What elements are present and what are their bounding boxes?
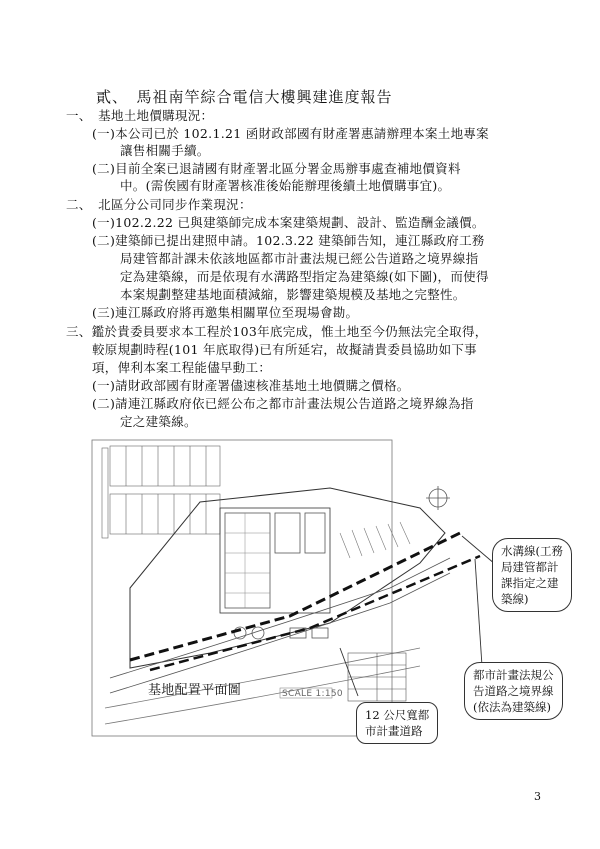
section-1-item-1-cont: 讓售相關手續。 — [120, 143, 210, 158]
section-2-item-2-cont-1: 局建管都計課未依該地區都市計畫法規已經公告道路之境界線指 — [120, 251, 479, 266]
drawing-caption: 基地配置平面圖 — [148, 683, 242, 698]
section-3-cont-1: 較原規劃時程(101 年底取得)已有所延宕，故擬請貴委員協助如下事 — [92, 342, 477, 357]
callout-planned-road-2: 市計畫道路 — [365, 724, 423, 738]
section-2-item-2-cont-2: 定為建築線，而是依現有水溝路型指定為建築線(如下圖)，而使得 — [120, 269, 489, 284]
section-2-item-2-cont-3: 本案規劃整建基地面積減縮，影響建築規模及基地之完整性。 — [120, 287, 466, 302]
callout-road-boundary-3: (依法為建築線) — [473, 700, 551, 714]
section-2-item-3: (三)連江縣政府將再邀集相關單位至現場會勘。 — [92, 305, 359, 320]
section-3-item-1: (一)請財政部國有財產署儘速核准基地土地價購之價格。 — [92, 378, 410, 393]
callout-ditch-line-2: 局建管都計 — [501, 560, 559, 574]
section-1-item-2: (二)目前全案已退請國有財產署北區分署金馬辦事處查補地價資料 — [92, 161, 461, 176]
section-1-item-1: (一)本公司已於 102.1.21 函財政部國有財產署惠請辦理本案土地專案 — [92, 126, 489, 141]
callout-planned-road-1: 12 公尺寬都 — [365, 708, 430, 722]
callout-road-boundary-2: 告道路之境界線 — [473, 684, 554, 698]
section-3-cont-2: 項，俾利本案工程能儘早動工： — [92, 360, 272, 375]
callout-planned-road — [356, 702, 438, 744]
callout-road-boundary — [464, 662, 563, 720]
section-1-heading: 一、 基地土地價購現況： — [66, 108, 214, 123]
section-2-item-2: (二)建築師已提出建照申請。102.3.22 建築師告知，連江縣政府工務 — [92, 233, 485, 248]
report-title: 貳、 馬祖南竿綜合電信大樓興建進度報告 — [96, 88, 393, 106]
section-3-heading: 三、鑑於貴委員要求本工程於103年底完成，惟土地至今仍無法完全取得， — [66, 324, 488, 339]
callout-ditch-line-4: 築線) — [501, 592, 529, 606]
callout-ditch-line — [492, 538, 572, 612]
callout-ditch-line-3: 課指定之建 — [501, 576, 559, 590]
drawing-scale: SCALE 1:150 — [282, 689, 343, 699]
section-3-item-2-cont: 定之建築線。 — [120, 414, 197, 429]
callout-ditch-line-1: 水溝線(工務 — [501, 544, 563, 558]
section-3-item-2: (二)請連江縣政府依已經公布之都市計畫法規公告道路之境界線為指 — [92, 396, 474, 411]
section-2-item-1: (一)102.2.22 已與建築師完成本案建築規劃、設計、監造酬金議價。 — [92, 215, 485, 230]
section-2-heading: 二、 北區分公司同步作業現況： — [66, 197, 252, 212]
callout-road-boundary-1: 都市計畫法規公 — [473, 668, 554, 682]
page-number: 3 — [534, 790, 541, 803]
section-1-item-2-cont: 中。(需俟國有財產署核准後始能辦理後續土地價購事宜)。 — [120, 178, 451, 193]
